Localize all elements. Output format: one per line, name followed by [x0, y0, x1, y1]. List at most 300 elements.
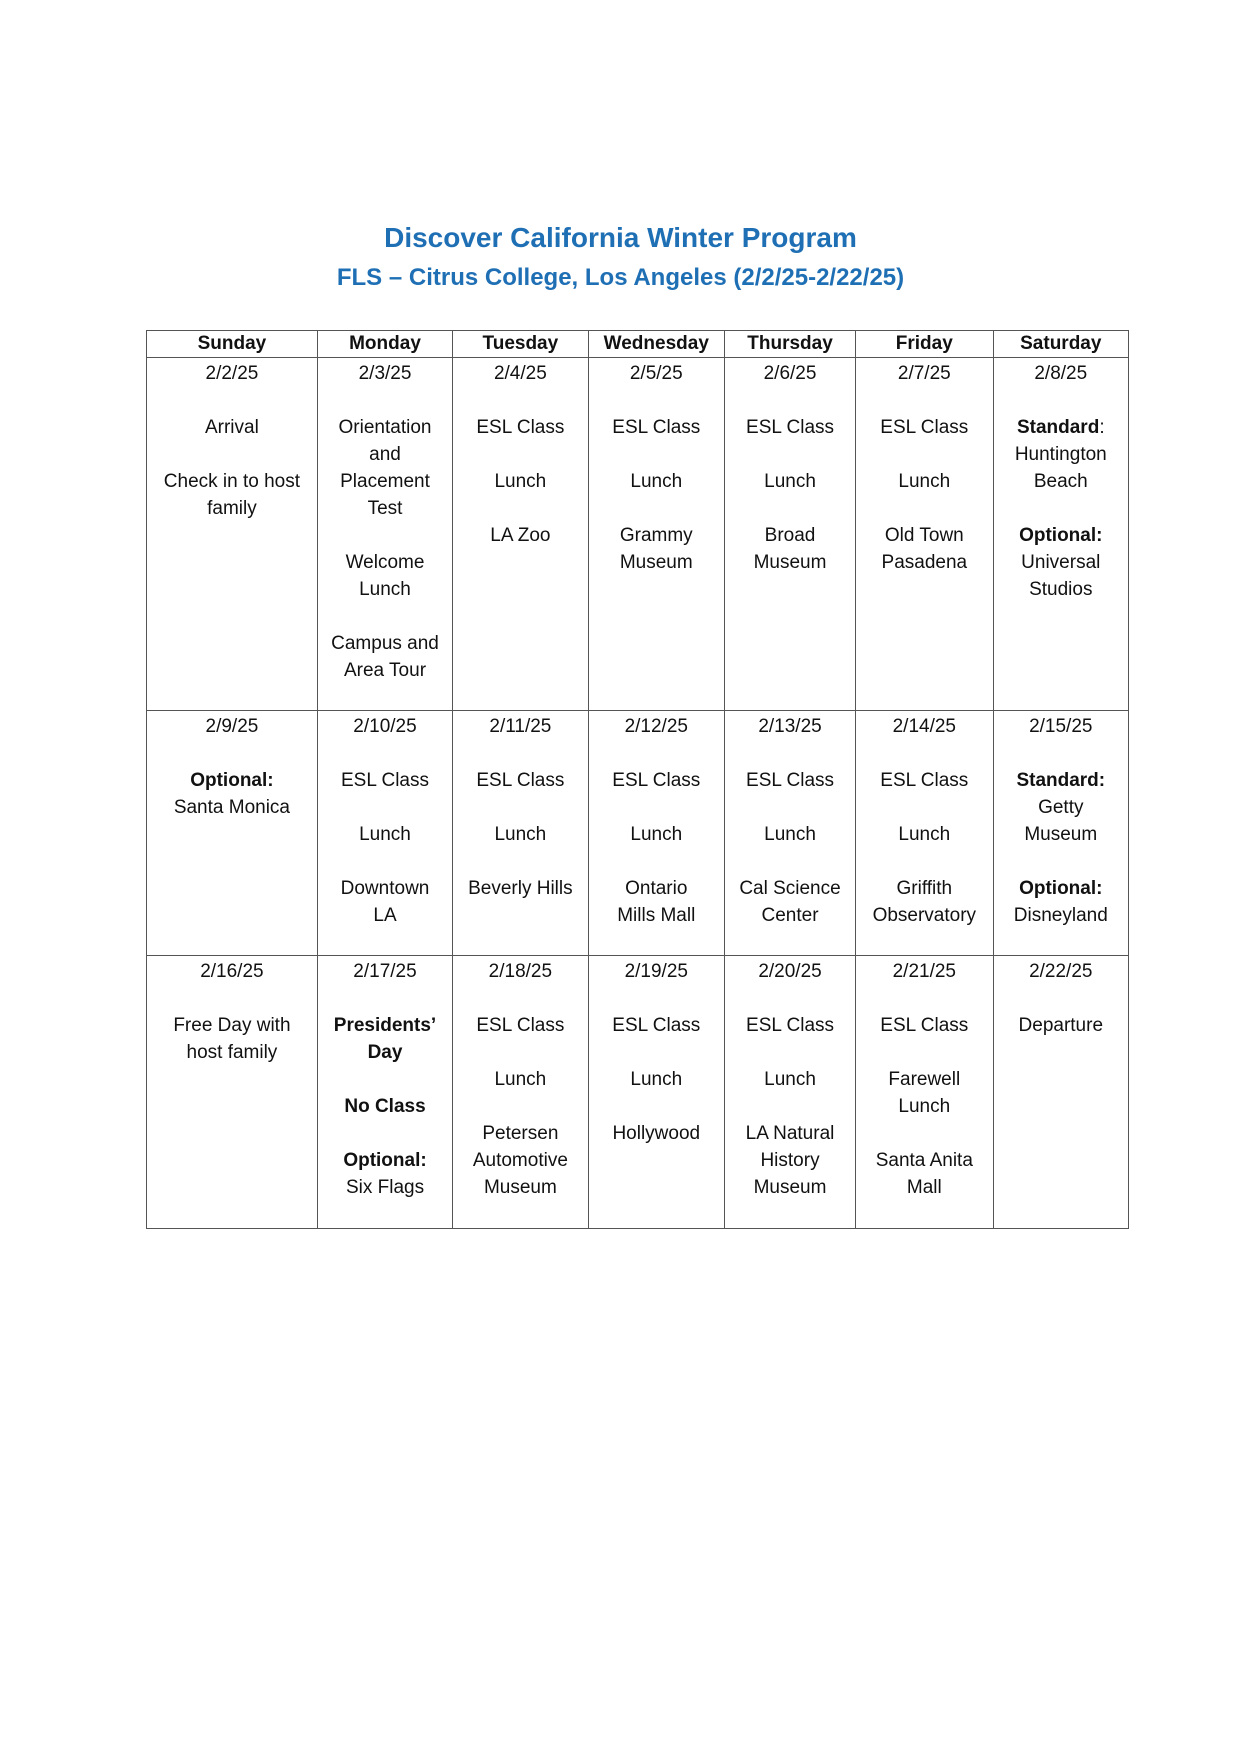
activity-text: History	[760, 1150, 820, 1171]
activity-line	[860, 1093, 989, 1120]
activity-line	[729, 1066, 851, 1093]
activity-line	[729, 468, 851, 495]
day-date: 2/6/25	[763, 363, 817, 384]
activity-text: ESL Class	[880, 417, 969, 438]
block-spacer	[457, 1039, 583, 1066]
activity-text: Museum	[619, 552, 693, 573]
day-cell	[856, 711, 994, 956]
activity-block	[457, 1120, 583, 1201]
activity-text: Museum	[483, 1177, 557, 1198]
day-cell	[724, 358, 855, 711]
activity-block	[860, 1012, 989, 1039]
activity-text: Santa Monica	[173, 797, 290, 818]
activity-block	[729, 522, 851, 576]
activity-line	[998, 821, 1124, 848]
day-date: 2/3/25	[358, 363, 412, 384]
block-spacer	[729, 495, 851, 522]
day-cell	[147, 358, 318, 711]
activity-block	[457, 1012, 583, 1039]
activity-line	[457, 1174, 583, 1201]
activity-line	[593, 414, 720, 441]
activity-line	[322, 767, 448, 794]
activity-line	[593, 767, 720, 794]
activity-line	[457, 1120, 583, 1147]
activity-text: Lunch	[494, 824, 547, 845]
activity-line	[322, 441, 448, 468]
block-spacer	[322, 1120, 448, 1147]
activity-line	[322, 549, 448, 576]
day-cell	[317, 711, 452, 956]
activity-line	[151, 767, 313, 794]
activity-text: Arrival	[204, 417, 259, 438]
activity-text: host family	[186, 1042, 278, 1063]
week-row	[147, 358, 1129, 711]
activity-text: Downtown	[340, 878, 430, 899]
activity-text: ESL Class	[341, 770, 429, 791]
activity-text: Grammy	[619, 525, 693, 546]
activity-block	[593, 414, 720, 441]
activity-block	[322, 1147, 448, 1201]
activity-line	[593, 522, 720, 549]
activity-text: Studios	[1029, 579, 1093, 600]
activity-line	[322, 1039, 448, 1066]
day-header-saturday: Saturday	[993, 331, 1128, 358]
activity-text: Lunch	[898, 1096, 951, 1117]
block-spacer	[322, 522, 448, 549]
activity-line	[457, 767, 583, 794]
activity-block	[457, 468, 583, 495]
activity-block	[151, 468, 313, 522]
activity-text: Beverly Hills	[468, 878, 573, 899]
activity-line	[860, 522, 989, 549]
activity-text: Departure	[1018, 1015, 1104, 1036]
activity-text: No Class	[344, 1096, 426, 1117]
activity-block	[322, 414, 448, 522]
activity-line	[151, 495, 313, 522]
activity-text: Orientation	[338, 417, 432, 438]
day-date: 2/17/25	[353, 961, 417, 982]
activity-block	[593, 875, 720, 929]
block-spacer	[860, 441, 989, 468]
activity-text: LA Zoo	[490, 525, 551, 546]
block-spacer	[998, 740, 1124, 767]
day-date: 2/20/25	[758, 961, 822, 982]
block-spacer	[322, 794, 448, 821]
day-cell	[317, 358, 452, 711]
activity-line	[729, 767, 851, 794]
activity-text: Check in to host	[163, 471, 301, 492]
activity-line	[998, 902, 1124, 929]
activity-block	[322, 875, 448, 929]
activity-block	[729, 1012, 851, 1039]
schedule-table	[146, 330, 1129, 1229]
day-cell	[453, 956, 588, 1229]
activity-text: Mall	[906, 1177, 942, 1198]
activity-line	[998, 875, 1124, 902]
activity-block	[593, 1120, 720, 1147]
activity-line	[593, 902, 720, 929]
activity-text: Lunch	[630, 471, 683, 492]
activity-block	[151, 414, 313, 441]
activity-text: Standard	[1016, 417, 1100, 438]
block-spacer	[457, 387, 583, 414]
activity-suffix: :	[1099, 417, 1105, 438]
block-spacer	[860, 794, 989, 821]
activity-text: Cal Science	[739, 878, 841, 899]
activity-text: Getty	[1038, 797, 1084, 818]
block-spacer	[729, 1039, 851, 1066]
activity-text: Museum	[753, 1177, 827, 1198]
activity-line	[860, 767, 989, 794]
activity-block	[151, 1012, 313, 1066]
activity-block	[998, 522, 1124, 603]
activity-text: Museum	[753, 552, 827, 573]
activity-block	[860, 468, 989, 495]
activity-text: Lunch	[764, 471, 816, 492]
activity-text: Beach	[1033, 471, 1088, 492]
activity-block	[860, 414, 989, 441]
day-date: 2/22/25	[1029, 961, 1093, 982]
block-spacer	[593, 985, 720, 1012]
activity-line	[860, 468, 989, 495]
activity-line	[593, 1120, 720, 1147]
activity-block	[457, 522, 583, 549]
block-spacer	[593, 441, 720, 468]
day-cell	[856, 358, 994, 711]
day-date: 2/19/25	[624, 961, 688, 982]
activity-text: Standard:	[1016, 770, 1106, 791]
activity-line	[729, 522, 851, 549]
block-spacer	[860, 848, 989, 875]
activity-text: Mills Mall	[617, 905, 696, 926]
activity-text: Huntington	[1014, 444, 1107, 465]
activity-line	[322, 657, 448, 684]
activity-line	[593, 549, 720, 576]
activity-line	[998, 414, 1124, 441]
activity-text: Six Flags	[345, 1177, 425, 1198]
activity-text: Lunch	[630, 824, 683, 845]
block-spacer	[860, 985, 989, 1012]
activity-block	[729, 414, 851, 441]
day-header-tuesday: Tuesday	[453, 331, 588, 358]
activity-line	[860, 875, 989, 902]
day-date: 2/7/25	[897, 363, 951, 384]
day-cell	[724, 956, 855, 1229]
day-cell	[856, 956, 994, 1229]
block-spacer	[729, 1093, 851, 1120]
block-spacer	[998, 387, 1124, 414]
activity-text: Griffith	[896, 878, 953, 899]
day-cell	[993, 711, 1128, 956]
activity-block	[860, 1147, 989, 1201]
activity-line	[729, 902, 851, 929]
block-spacer	[860, 1039, 989, 1066]
activity-block	[860, 522, 989, 576]
activity-line	[322, 414, 448, 441]
activity-text: Free Day with	[173, 1015, 291, 1036]
day-cell	[724, 711, 855, 956]
activity-text: Optional:	[190, 770, 274, 791]
activity-block	[593, 522, 720, 576]
block-spacer	[860, 495, 989, 522]
activity-text: Lunch	[494, 471, 547, 492]
day-date: 2/2/25	[205, 363, 259, 384]
activity-line	[860, 902, 989, 929]
activity-text: Universal	[1021, 552, 1101, 573]
activity-line	[860, 821, 989, 848]
activity-line	[593, 821, 720, 848]
day-date: 2/21/25	[892, 961, 956, 982]
block-spacer	[457, 740, 583, 767]
block-spacer	[593, 740, 720, 767]
activity-text: ESL Class	[476, 770, 565, 791]
activity-line	[860, 1066, 989, 1093]
activity-line	[322, 875, 448, 902]
block-spacer	[729, 740, 851, 767]
block-spacer	[457, 495, 583, 522]
activity-line	[457, 821, 583, 848]
activity-line	[322, 1012, 448, 1039]
activity-block	[322, 1012, 448, 1066]
activity-block	[593, 1012, 720, 1039]
activity-block	[457, 821, 583, 848]
block-spacer	[593, 495, 720, 522]
activity-block	[998, 767, 1124, 848]
activity-line	[593, 875, 720, 902]
activity-text: Test	[367, 498, 403, 519]
activity-text: Day	[367, 1042, 403, 1063]
activity-text: Disneyland	[1013, 905, 1108, 926]
activity-line	[729, 1147, 851, 1174]
block-spacer	[593, 1039, 720, 1066]
activity-line	[322, 821, 448, 848]
day-cell	[993, 358, 1128, 711]
day-header-monday: Monday	[317, 331, 452, 358]
activity-line	[457, 1147, 583, 1174]
activity-block	[860, 1066, 989, 1120]
day-cell	[588, 358, 724, 711]
activity-text: Observatory	[872, 905, 977, 926]
block-spacer	[593, 794, 720, 821]
block-spacer	[457, 1093, 583, 1120]
activity-line	[860, 1147, 989, 1174]
activity-line	[729, 1012, 851, 1039]
block-spacer	[322, 740, 448, 767]
day-date: 2/14/25	[892, 716, 956, 737]
activity-line	[457, 522, 583, 549]
activity-text: ESL Class	[880, 770, 969, 791]
block-spacer	[151, 441, 313, 468]
week-row	[147, 956, 1129, 1229]
activity-line	[322, 630, 448, 657]
activity-block	[593, 1066, 720, 1093]
activity-text: ESL Class	[612, 770, 701, 791]
activity-block	[457, 767, 583, 794]
activity-block	[860, 767, 989, 794]
activity-line	[151, 468, 313, 495]
activity-text: and	[369, 444, 401, 465]
activity-line	[860, 414, 989, 441]
day-cell	[588, 956, 724, 1229]
activity-text: Petersen	[482, 1123, 559, 1144]
activity-text: Pasadena	[881, 552, 968, 573]
day-date: 2/4/25	[493, 363, 547, 384]
activity-line	[322, 1093, 448, 1120]
block-spacer	[593, 387, 720, 414]
activity-text: family	[207, 498, 257, 519]
block-spacer	[457, 794, 583, 821]
activity-text: Placement	[340, 471, 430, 492]
day-cell	[453, 358, 588, 711]
activity-block	[729, 1066, 851, 1093]
activity-text: ESL Class	[612, 1015, 701, 1036]
activity-line	[998, 441, 1124, 468]
activity-line	[457, 1066, 583, 1093]
activity-line	[322, 495, 448, 522]
activity-text: Optional:	[1019, 878, 1103, 899]
activity-block	[729, 468, 851, 495]
block-spacer	[998, 848, 1124, 875]
activity-text: Optional:	[1019, 525, 1103, 546]
activity-block	[729, 821, 851, 848]
activity-line	[998, 1012, 1124, 1039]
block-spacer	[593, 848, 720, 875]
activity-block	[729, 875, 851, 929]
activity-block	[860, 821, 989, 848]
day-date: 2/15/25	[1029, 716, 1093, 737]
block-spacer	[860, 1120, 989, 1147]
activity-line	[322, 1174, 448, 1201]
day-date: 2/12/25	[624, 716, 688, 737]
activity-line	[593, 1012, 720, 1039]
activity-block	[457, 875, 583, 902]
page-subtitle: FLS – Citrus College, Los Angeles (2/2/25-2/22/25)	[336, 264, 905, 291]
activity-text: Santa Anita	[875, 1150, 973, 1171]
page-title: Discover California Winter Program	[384, 222, 857, 253]
activity-text: Museum	[1024, 824, 1098, 845]
activity-line	[729, 1120, 851, 1147]
activity-block	[322, 821, 448, 848]
activity-line	[322, 902, 448, 929]
activity-line	[860, 1174, 989, 1201]
block-spacer	[860, 387, 989, 414]
activity-text: LA	[373, 905, 397, 926]
activity-text: Old Town	[884, 525, 964, 546]
activity-block	[322, 630, 448, 684]
activity-block	[998, 1012, 1124, 1039]
activity-line	[998, 767, 1124, 794]
weekday-header-row	[147, 331, 1129, 358]
activity-block	[322, 767, 448, 794]
day-cell	[147, 956, 318, 1229]
activity-text: ESL Class	[476, 1015, 565, 1036]
activity-line	[457, 414, 583, 441]
activity-block	[593, 821, 720, 848]
day-cell	[588, 711, 724, 956]
activity-line	[593, 1066, 720, 1093]
activity-block	[593, 468, 720, 495]
activity-line	[729, 549, 851, 576]
day-date: 2/16/25	[200, 961, 264, 982]
activity-text: Lunch	[630, 1069, 683, 1090]
day-header-friday: Friday	[856, 331, 994, 358]
activity-block	[322, 549, 448, 603]
day-cell	[453, 711, 588, 956]
day-cell	[147, 711, 318, 956]
day-header-wednesday: Wednesday	[588, 331, 724, 358]
day-header-sunday: Sunday	[147, 331, 318, 358]
activity-text: Area Tour	[343, 660, 427, 681]
block-spacer	[729, 387, 851, 414]
activity-block	[151, 767, 313, 821]
activity-text: Hollywood	[612, 1123, 701, 1144]
activity-text: Campus and	[331, 633, 439, 654]
activity-line	[998, 576, 1124, 603]
activity-text: Presidents’	[333, 1015, 437, 1036]
activity-line	[998, 468, 1124, 495]
day-cell	[993, 956, 1128, 1229]
activity-line	[998, 794, 1124, 821]
activity-block	[457, 414, 583, 441]
block-spacer	[322, 603, 448, 630]
activity-block	[729, 767, 851, 794]
activity-line	[151, 1039, 313, 1066]
block-spacer	[457, 985, 583, 1012]
activity-text: Welcome	[345, 552, 425, 573]
activity-text: Center	[761, 905, 819, 926]
activity-block	[322, 1093, 448, 1120]
activity-text: Lunch	[359, 824, 411, 845]
day-date: 2/18/25	[488, 961, 553, 982]
block-spacer	[998, 495, 1124, 522]
day-date: 2/10/25	[353, 716, 417, 737]
block-spacer	[322, 387, 448, 414]
activity-line	[998, 549, 1124, 576]
activity-text: Lunch	[359, 579, 411, 600]
activity-text: Lunch	[494, 1069, 547, 1090]
day-date: 2/11/25	[489, 716, 552, 737]
activity-text: ESL Class	[746, 1015, 835, 1036]
block-spacer	[322, 985, 448, 1012]
activity-block	[998, 414, 1124, 495]
block-spacer	[322, 1066, 448, 1093]
activity-text: ESL Class	[746, 417, 835, 438]
block-spacer	[593, 1093, 720, 1120]
activity-line	[729, 875, 851, 902]
activity-text: ESL Class	[746, 770, 835, 791]
day-header-thursday: Thursday	[724, 331, 855, 358]
activity-text: ESL Class	[612, 417, 701, 438]
activity-line	[860, 549, 989, 576]
activity-line	[151, 1012, 313, 1039]
block-spacer	[151, 387, 313, 414]
block-spacer	[860, 740, 989, 767]
activity-block	[998, 875, 1124, 929]
day-date: 2/13/25	[758, 716, 822, 737]
activity-line	[151, 794, 313, 821]
activity-text: ESL Class	[880, 1015, 969, 1036]
activity-text: Lunch	[764, 824, 816, 845]
block-spacer	[322, 848, 448, 875]
activity-line	[322, 576, 448, 603]
activity-text: Lunch	[898, 471, 951, 492]
activity-text: Farewell	[888, 1069, 961, 1090]
block-spacer	[151, 985, 313, 1012]
activity-line	[729, 821, 851, 848]
activity-line	[457, 1012, 583, 1039]
block-spacer	[998, 985, 1124, 1012]
day-date: 2/5/25	[629, 363, 683, 384]
